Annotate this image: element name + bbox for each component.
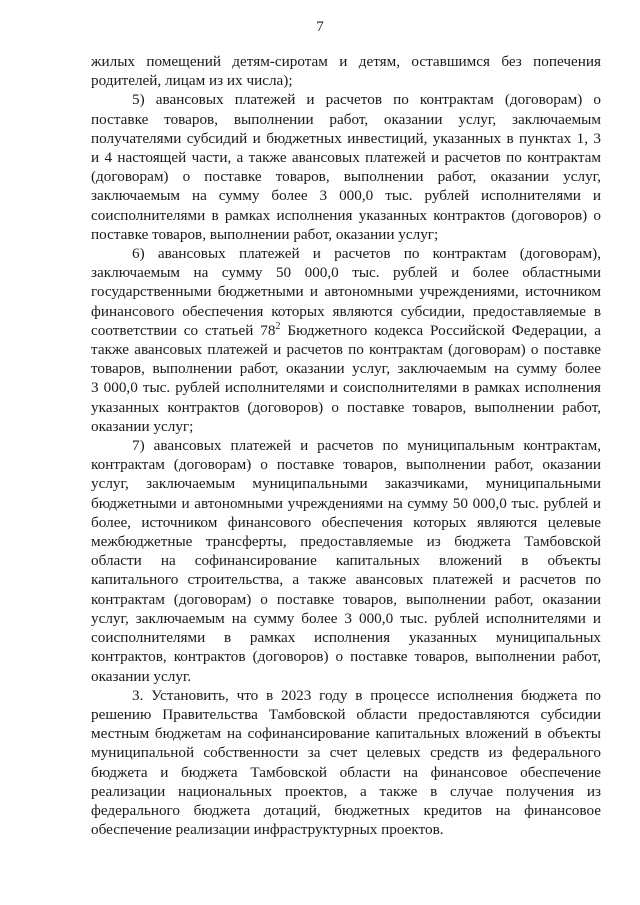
text-line: федерального бюджета дотаций, бюджетных кредитов на финансовое [91, 801, 601, 819]
paragraph-continuation [91, 52, 601, 90]
text-line: контрактов, контрактов (договоров) о поставке товаров, выполнении работ, [91, 648, 601, 666]
text-line: контрактам (договорам) о поставке товаров, выполнении работ, оказании [91, 590, 601, 608]
text-line: услуг, заключаемым на сумму более 3 000,0 тыс. рублей исполнителями и [91, 609, 601, 627]
text-line: бюджетными и автономными учреждениями на сумму 50 000,0 тыс. рублей и [91, 494, 601, 512]
text-fragment: Бюджетного кодекса Российской Федерации, а [280, 321, 601, 339]
text-line: 6) авансовых платежей и расчетов по контрактам (договорам), [132, 245, 601, 263]
text-line: указанных контрактов (договоров) о поставке товаров, выполнении работ, [91, 398, 601, 416]
text-line: более, источником финансового обеспечения которых являются целевые [91, 513, 601, 531]
text-line: государственными бюджетными и автономными учреждениями, источником [91, 283, 601, 301]
text-line-with-superscript [91, 321, 601, 340]
text-line: решению Правительства Тамбовской области предоставляются субсидии [91, 705, 601, 723]
text-line: соисполнителями в рамках исполнения указанных муниципальных [91, 629, 601, 647]
text-line: услуг, заключаемым муниципальными заказчиками, муниципальными [91, 475, 601, 493]
text-line: межбюджетные трансферты, предоставляемые из бюджета Тамбовской [91, 533, 601, 551]
text-line: поставке товаров, выполнении работ, оказании услуг; [91, 225, 439, 243]
text-line: местным бюджетам на софинансирование капитальных вложений в объекты [91, 725, 601, 743]
text-line: также авансовых платежей и расчетов по контрактам (договорам) о поставке [91, 341, 601, 359]
text-line: бюджета и бюджета Тамбовской области на финансовое обеспечение [91, 763, 601, 781]
text-line: капитального строительства, а также авансовых платежей и расчетов по [91, 571, 601, 589]
text-line: финансового обеспечения которых являются субсидии, предоставляемые в [91, 302, 601, 320]
text-line: контрактам (договорам) о поставке товаров, выполнении работ, оказании [91, 456, 601, 474]
paragraph-clause-3 [91, 686, 601, 840]
text-fragment: соответствии со статьей 78 [91, 321, 276, 339]
text-line: и 4 настоящей части, а также авансовых платежей и расчетов по контрактам [91, 149, 601, 167]
text-line: оказании услуг. [91, 667, 192, 685]
text-line: заключаемым на сумму 50 000,0 тыс. рублей и более областными [91, 264, 601, 282]
document-body [91, 52, 601, 839]
text-line: соисполнителями в рамках исполнения указанных контрактов (договоров) о [91, 206, 601, 224]
text-line: жилых помещений детям-сиротам и детям, оставшимся без попечения [91, 53, 601, 70]
page-number: 7 [316, 19, 324, 35]
paragraph-item-6 [91, 244, 601, 436]
text-line: оказании услуг; [91, 417, 194, 435]
text-line: обеспечение реализации инфраструктурных проектов. [91, 821, 444, 839]
text-line: поставке товаров, выполнении работ, оказании услуг, заключаемым [91, 110, 601, 128]
text-line: товаров, выполнении работ, оказании услуг, заключаемым на сумму более [91, 360, 601, 378]
text-line: 3. Установить, что в 2023 году в процессе исполнения бюджета по [132, 686, 601, 704]
paragraph-item-5 [91, 90, 601, 244]
text-line: 3 000,0 тыс. рублей исполнителями и соисполнителями в рамках исполнения [91, 379, 601, 397]
text-line: области на софинансирование капитальных вложений в объекты [91, 552, 601, 570]
text-line: реализации национальных проектов, а также в случае получения из [91, 782, 601, 800]
superscript: 2 [275, 320, 281, 332]
text-line: заключаемым на сумму более 3 000,0 тыс. рублей исполнителями и [91, 187, 601, 205]
text-line: муниципальной собственности за счет целевых средств из федерального [91, 744, 601, 762]
text-line: (договорам) о поставке товаров, выполнении работ, оказании услуг, [91, 168, 601, 186]
paragraph-item-7 [91, 436, 601, 686]
text-line: получателями субсидий и бюджетных инвестиций, указанных в пунктах 1, 3 [91, 129, 601, 147]
text-line: 5) авансовых платежей и расчетов по контрактам (договорам) о [132, 91, 601, 109]
text-line: родителей, лицам из их числа); [91, 72, 293, 90]
text-line: 7) авансовых платежей и расчетов по муниципальным контрактам, [132, 437, 601, 455]
